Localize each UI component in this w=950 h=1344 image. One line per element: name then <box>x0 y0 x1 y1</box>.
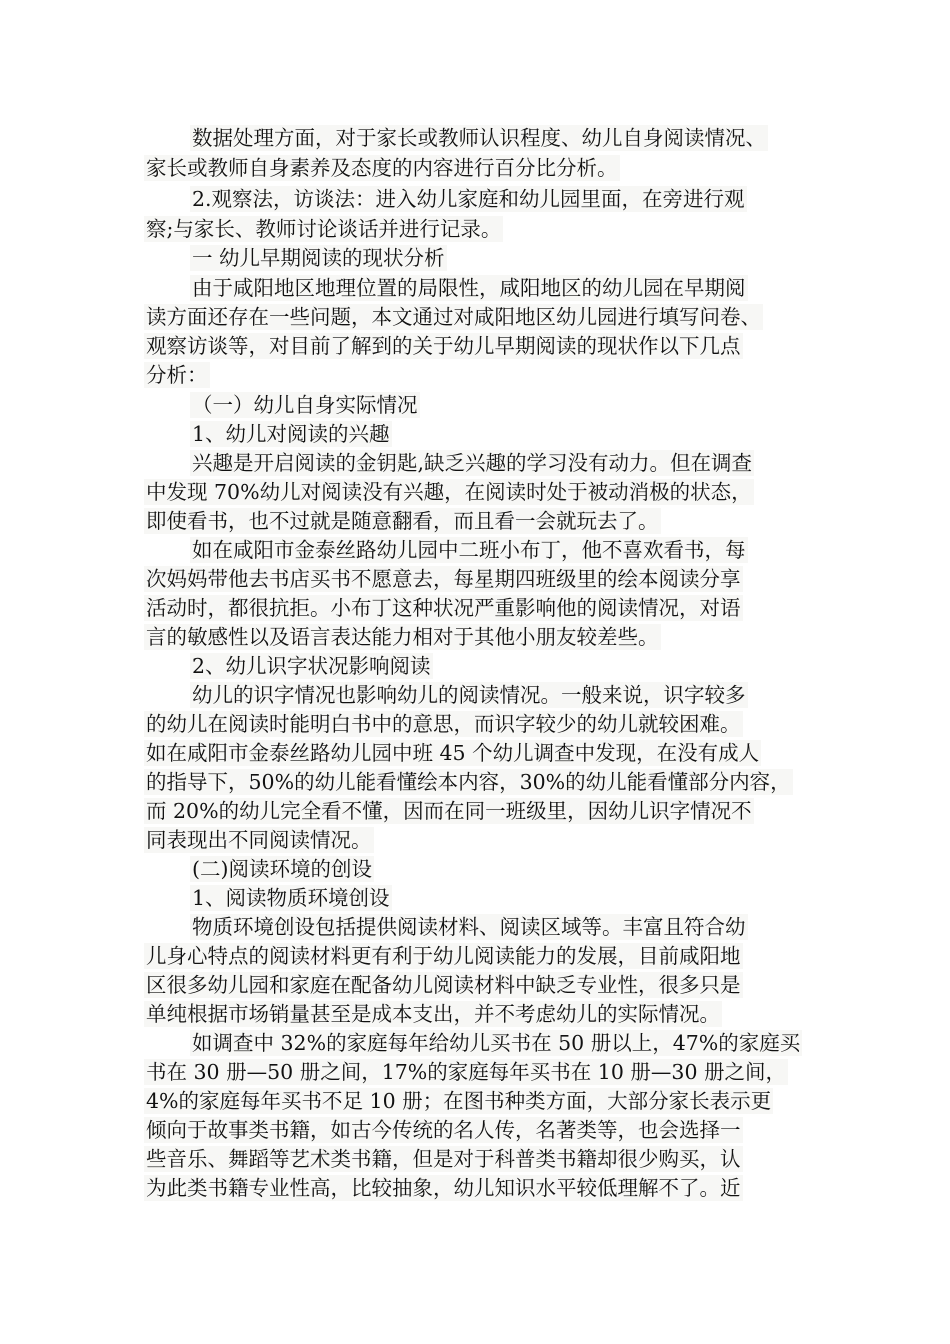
text-line: 即使看书，也不过就是随意翻看，而且看一会就玩去了。 <box>146 509 659 533</box>
text-line: 读方面还存在一些问题，本文通过对咸阳地区幼儿园进行填写问卷、 <box>146 305 761 329</box>
section-heading: 一 幼儿早期阅读的现状分析 <box>192 246 445 270</box>
text-line: 分析： <box>146 363 208 387</box>
text-line: 家长或教师自身素养及态度的内容进行百分比分析。 <box>146 156 618 180</box>
subsection-heading: 2、幼儿识字状况影响阅读 <box>192 654 431 678</box>
text-line: 些音乐、舞蹈等艺术类书籍，但是对于科普类书籍却很少购买，认 <box>146 1147 741 1171</box>
text-line: 数据处理方面，对于家长或教师认识程度、幼儿自身阅读情况、 <box>192 126 766 150</box>
text-line: 中发现 70%幼儿对阅读没有兴趣，在阅读时处于被动消极的状态， <box>146 480 752 504</box>
text-line: 由于咸阳地区地理位置的局限性，咸阳地区的幼儿园在早期阅 <box>192 276 746 300</box>
text-line: 如在咸阳市金泰丝路幼儿园中二班小布丁，他不喜欢看书，每 <box>192 538 746 562</box>
text-line: 如调查中 32%的家庭每年给幼儿买书在 50 册以上，47%的家庭买 <box>192 1031 801 1055</box>
text-line: 言的敏感性以及语言表达能力相对于其他小朋友较差些。 <box>146 625 659 649</box>
subsection-heading: 1、幼儿对阅读的兴趣 <box>192 422 390 446</box>
text-line: 同表现出不同阅读情况。 <box>146 828 372 852</box>
text-line: 而 20%的幼儿完全看不懂，因而在同一班级里，因幼儿识字情况不 <box>146 799 752 823</box>
text-line: 兴趣是开启阅读的金钥匙,缺乏兴趣的学习没有动力。但在调查 <box>192 451 753 475</box>
text-line: 察;与家长、教师讨论谈话并进行记录。 <box>146 217 502 241</box>
text-line: 的幼儿在阅读时能明白书中的意思，而识字较少的幼儿就较困难。 <box>146 712 741 736</box>
text-line: 区很多幼儿园和家庭在配备幼儿阅读材料中缺乏专业性，很多只是 <box>146 973 741 997</box>
text-line: 如在咸阳市金泰丝路幼儿园中班 45 个幼儿调查中发现，在没有成人 <box>146 741 760 765</box>
text-line: 4%的家庭每年买书不足 10 册；在图书种类方面，大部分家长表示更 <box>146 1089 772 1113</box>
subsection-heading: 1、阅读物质环境创设 <box>192 886 390 910</box>
text-line: 书在 30 册—50 册之间，17%的家庭每年买书在 10 册—30 册之间， <box>146 1060 787 1084</box>
subsection-heading: （一）幼儿自身实际情况 <box>192 393 418 417</box>
text-line: 为此类书籍专业性高，比较抽象，幼儿知识水平较低理解不了。近 <box>146 1176 741 1200</box>
text-line: 2.观察法，访谈法：进入幼儿家庭和幼儿园里面，在旁进行观 <box>192 187 745 211</box>
text-line: 儿身心特点的阅读材料更有利于幼儿阅读能力的发展，目前咸阳地 <box>146 944 741 968</box>
text-line: 单纯根据市场销量甚至是成本支出，并不考虑幼儿的实际情况。 <box>146 1002 720 1026</box>
subsection-heading: (二)阅读环境的创设 <box>192 857 372 881</box>
text-line: 的指导下，50%的幼儿能看懂绘本内容，30%的幼儿能看懂部分内容， <box>146 770 791 794</box>
text-line: 倾向于故事类书籍，如古今传统的名人传，名著类等，也会选择一 <box>146 1118 741 1142</box>
text-line: 幼儿的识字情况也影响幼儿的阅读情况。一般来说，识字较多 <box>192 683 746 707</box>
text-line: 活动时，都很抗拒。小布丁这种状况严重影响他的阅读情况，对语 <box>146 596 741 620</box>
text-line: 观察访谈等，对目前了解到的关于幼儿早期阅读的现状作以下几点 <box>146 334 741 358</box>
text-line: 次妈妈带他去书店买书不愿意去，每星期四班级里的绘本阅读分享 <box>146 567 741 591</box>
text-line: 物质环境创设包括提供阅读材料、阅读区域等。丰富且符合幼 <box>192 915 746 939</box>
